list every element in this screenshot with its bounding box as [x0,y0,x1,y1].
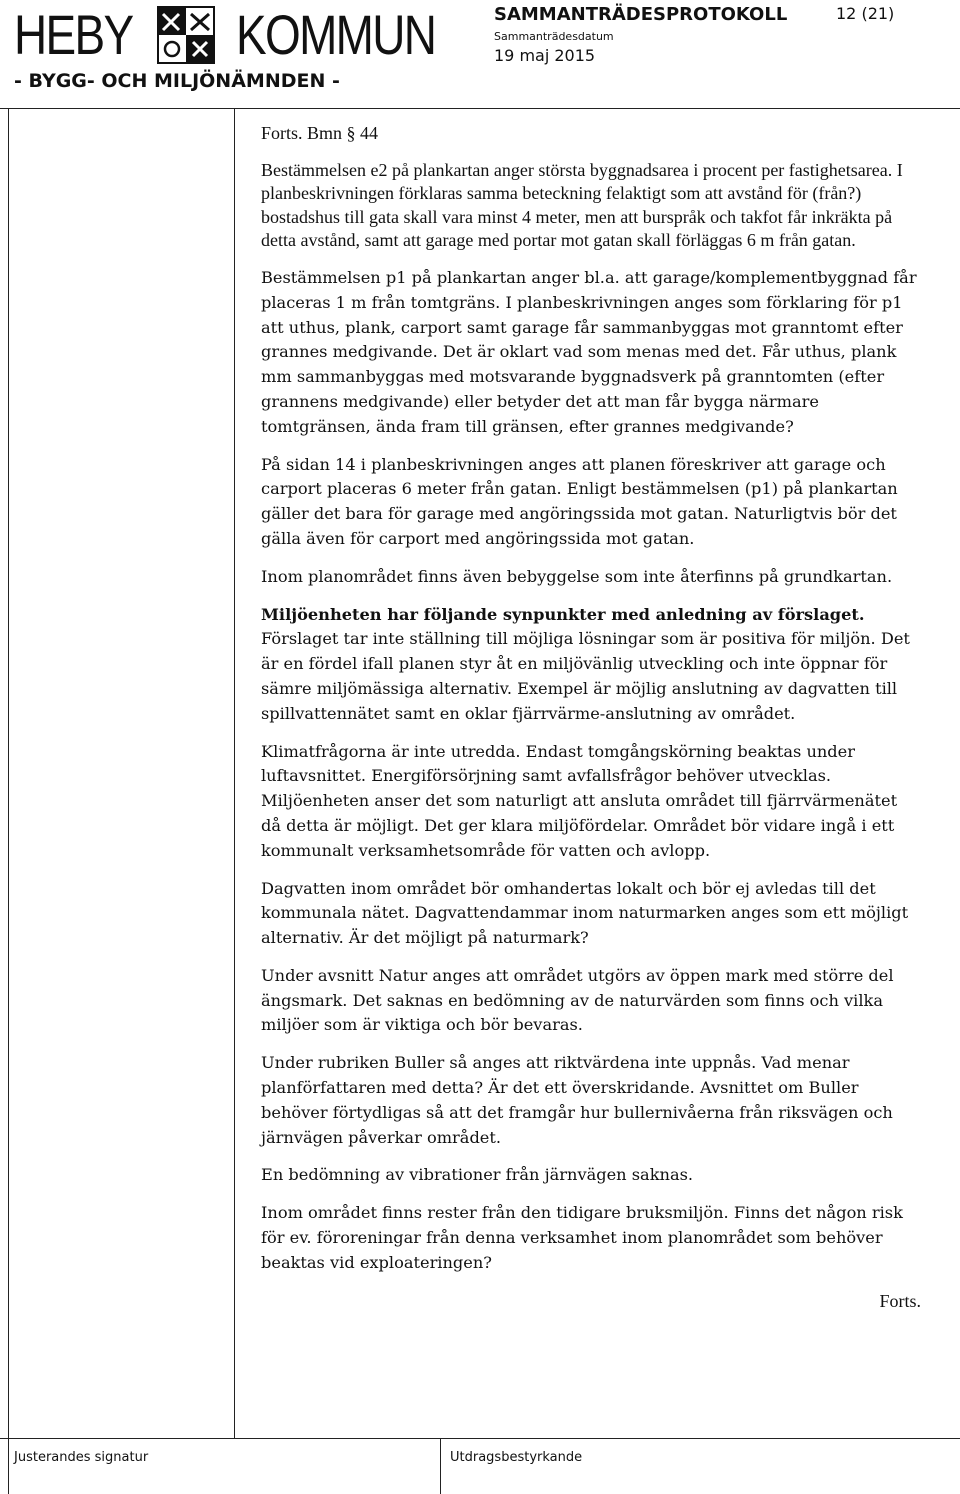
paragraph-natur: Under avsnitt Natur anges att området utgörs av öppen mark med större del ängsmark. Det saknas en bedömning av de naturvärden som finns och vilka miljöer som är viktiga och bör bevaras. [261,965,894,1035]
paragraph-e2: Bestämmelsen e2 på plankartan anger största byggnadsarea i procent per fastighetsarea. I planbeskrivningen förklaras samma beteckning felaktigt som att avstånd för (från?) bostadshus till gata skall vara minst 4 meter, men att burspråk och takfot får inkräkta på detta avstånd, samt att garage med portar mot gatan skall förläggas 6 m från gatan. [261,159,903,251]
footer-separator [440,1438,441,1494]
paragraph-buller: Under rubriken Buller så anges att riktvärdena inte uppnås. Vad menar planförfattaren med detta? Är det ett överskridande. Avsnittet om Buller behöver förtydligas så att det framgår hur bullernivåerna från riksvägen och järnvägen påverkar området. [261,1053,893,1147]
paragraph-bebyggelse: Inom planområdet finns även bebyggelse som inte återfinns på grundkartan. [261,566,893,586]
meeting-date: 19 maj 2015 [494,46,596,65]
footer-divider [0,1438,960,1439]
logo-text-heby: HEBY [14,3,133,66]
paragraph-dagvatten: Dagvatten inom området bör omhandertas lokalt och bör ej avledas till det kommunala nätet. Dagvattendammar inom naturmarken anges som ett möjligt alternativ. Är det möjligt på naturmark? [261,878,909,948]
signature-label: Justerandes signatur [14,1450,149,1465]
date-label: Sammanträdesdatum [494,30,614,43]
miljo-section [261,603,921,727]
heby-kommun-logo [14,3,436,66]
paragraph-forslaget: Förslaget tar inte ställning till möjliga lösningar som är positiva för miljön. Det är en fördel ifall planen styr åt en miljövänlig utveckling och inte öppnar för sämre miljömässiga alternativ. Exempel är möjlig anslutning av dagvatten till spillvattennätet samt en oklar fjärrvärme-anslutning av området. [261,629,910,723]
margin-line-inner [234,108,235,1438]
department-name: - BYGG- OCH MILJÖNÄMNDEN - [14,70,340,92]
coat-of-arms-icon [157,6,215,64]
page-number: 12 (21) [836,4,895,23]
certified-label: Utdragsbestyrkande [450,1450,583,1465]
logo-text-kommun: KOMMUN [236,3,436,66]
paragraph-p1: Bestämmelsen p1 på plankartan anger bl.a. att garage/komplementbyggnad får placeras 1 m från tomtgräns. I planbeskrivningen anges som förklaring för p1 att uthus, plank, carport samt garage får sammanbyggas mot granntomt efter grannes medgivande. Det är oklart vad som menas med det. Får uthus, plank mm sammanbyggas med motsvarande byggnadsverk på granntomten (efter grannens medgivande) eller betyder det att man får bygga närmare tomtgränsen, ända fram till gränsen, efter grannes medgivande? [261,267,917,436]
paragraph-klimat: Klimatfrågorna är inte utredda. Endast tomgångskörning beaktas under luftavsnittet. Energiförsörjning samt avfallsfrågor behöver utvecklas. Miljöenheten anser det som naturligt att ansluta området till fjärrvärmenätet då detta är möjligt. Det ger klara miljöfördelar. Området bör vidare ingå i ett kommunalt verksamhetsområde för vatten och avlopp. [261,741,898,860]
paragraph-garage-carport: På sidan 14 i planbeskrivningen anges att planen föreskriver att garage och carport placeras 6 meter från gatan. Enligt bestämmelsen (p1) på plankartan gäller det bara för garage med angöringssida mot gatan. Naturligtvis bör det gälla även för carport med angöringssida mot gatan. [261,454,898,548]
header-divider [0,108,960,109]
protocol-body [261,122,921,1313]
protocol-title: SAMMANTRÄDESPROTOKOLL [494,4,788,25]
miljo-heading: Miljöenheten har följande synpunkter med anledning av förslaget. [261,604,865,624]
continuation-marker: Forts. [879,1290,921,1311]
paragraph-bruksmiljo: Inom området finns rester från den tidigare bruksmiljön. Finns det någon risk för ev. föroreningar från denna verksamhet inom planområdet som behöver beaktas vid exploateringen? [261,1203,903,1272]
paragraph-vibrationer: En bedömning av vibrationer från järnvägen saknas. [261,1165,694,1185]
continuation-heading: Forts. Bmn § 44 [261,123,379,143]
margin-line-left [8,108,9,1494]
